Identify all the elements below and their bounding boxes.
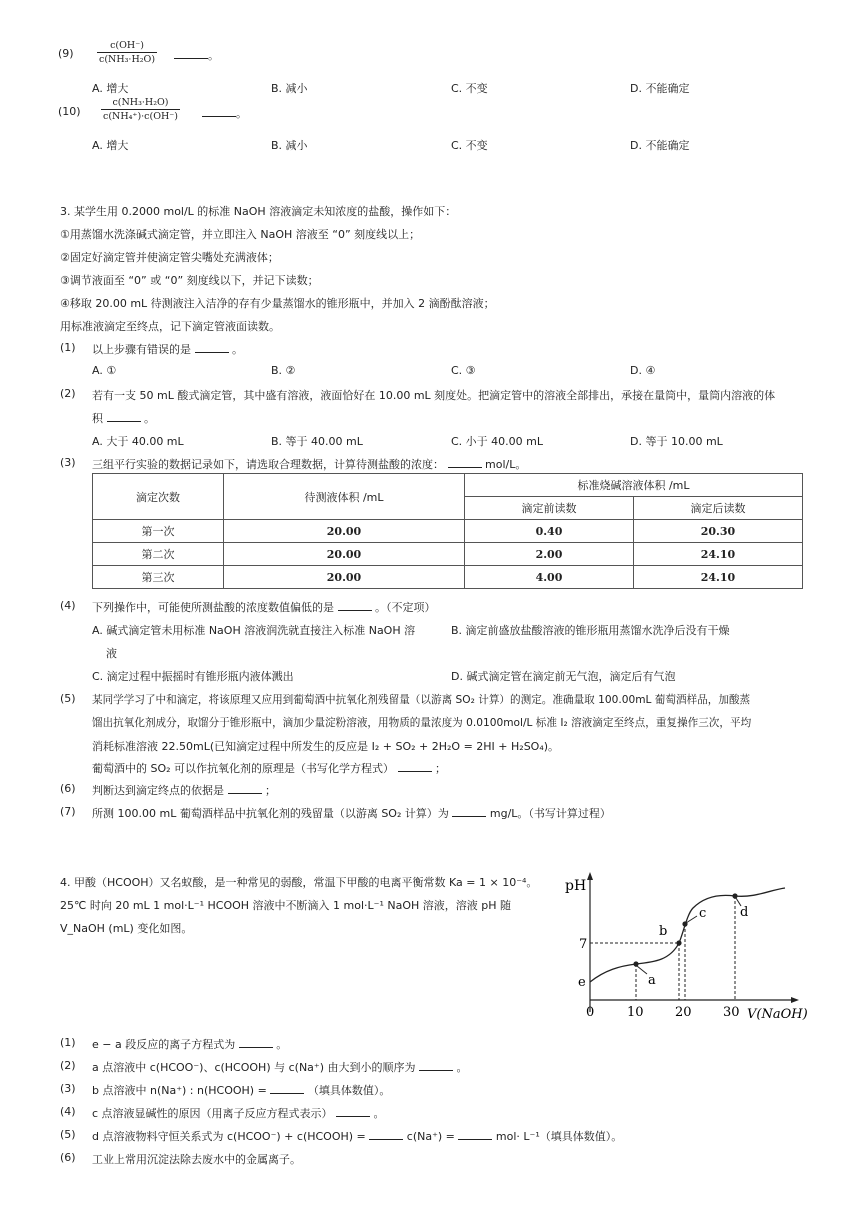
p3-q4-option-c[interactable]: C. 滴定过程中振摇时有锥形瓶内液体溅出: [92, 670, 294, 683]
p4-q5-number: (5): [60, 1128, 76, 1141]
q10-option-d[interactable]: D. 不能确定: [630, 139, 690, 152]
y-axis-label: pH: [565, 878, 587, 894]
x-tick-30: 30: [723, 1005, 740, 1020]
p3-q2-line1: 若有一支 50 mL 酸式滴定管，其中盛有溶液，液面恰好在 10.00 mL 刻度处。把滴定管中的溶液全部排出，承接在量筒中，量筒内溶液的体: [92, 389, 776, 402]
p4-q2-blank[interactable]: [419, 1060, 453, 1071]
header-sample-volume: 待测液体积 /mL: [224, 474, 465, 520]
cell-trial: 第二次: [93, 543, 224, 566]
header-before: 滴定前读数: [465, 497, 634, 520]
x-tick-20: 20: [675, 1005, 692, 1020]
q10-numerator: c(NH₃·H₂O): [112, 97, 169, 108]
p3-q2-line2: 积 。: [92, 412, 155, 425]
p4-q6-text: 工业上常用沉淀法除去废水中的金属离子。: [92, 1153, 301, 1166]
p3-q5-line4: 葡萄酒中的 SO₂ 可以作抗氧化剂的原理是（书写化学方程式） ；: [92, 762, 447, 775]
q9-fraction: [97, 40, 157, 65]
p3-intro: 3. 某学生用 0.2000 mol/L 的标准 NaOH 溶液滴定未知浓度的盐酸，操作如下：: [60, 205, 457, 218]
q9-option-c[interactable]: C. 不变: [451, 82, 488, 95]
p3-q1-option-d[interactable]: D. ④: [630, 364, 656, 377]
table-row: [93, 566, 803, 589]
p3-q4-option-a[interactable]: A. 碱式滴定管未用标准 NaOH 溶液润洗就直接注入标准 NaOH 溶: [92, 624, 416, 637]
x-axis-label: V(NaOH): [747, 1007, 808, 1022]
x-tick-0: 0: [586, 1005, 595, 1020]
x-tick-10: 10: [627, 1005, 644, 1020]
p4-q4-number: (4): [60, 1105, 76, 1118]
cell-before: 4.00: [465, 566, 634, 589]
point-d: [732, 893, 737, 898]
label-b: b: [659, 924, 668, 939]
q9-option-b[interactable]: B. 减小: [271, 82, 308, 95]
p3-q5-blank[interactable]: [398, 761, 432, 772]
p4-q2-number: (2): [60, 1059, 76, 1072]
q10-number: (10): [58, 105, 81, 118]
p4-q4-text: c 点溶液显碱性的原因（用离子反应方程式表示） 。: [92, 1107, 385, 1120]
p3-q5-number: (5): [60, 692, 76, 705]
table-row: [93, 543, 803, 566]
p3-q2-option-a[interactable]: A. 大于 40.00 mL: [92, 435, 184, 448]
header-after: 滴定后读数: [633, 497, 802, 520]
p3-q4-text: 下列操作中，可能使所测盐酸的浓度数值偏低的是 。（不定项）: [92, 601, 436, 614]
p3-step-1: ①用蒸馏水洗涤碱式滴定管，并立即注入 NaOH 溶液至 “0” 刻度线以上；: [60, 228, 421, 241]
label-d: d: [740, 905, 749, 920]
p4-q1-blank[interactable]: [239, 1037, 273, 1048]
p3-q5-line3: 消耗标准溶液 22.50mL(已知滴定过程中所发生的反应是 I₂ + SO₂ + 2H₂O = 2HI + H₂SO₄)。: [92, 740, 560, 753]
cell-sample: 20.00: [224, 566, 465, 589]
cell-sample: 20.00: [224, 520, 465, 543]
p3-q5-line1: 某同学学习了中和滴定，将该原理又应用到葡萄酒中抗氧化剂残留量（以游离 SO₂ 计算）的测定。准确量取 100.00mL 葡萄酒样品，加酸蒸: [92, 694, 751, 706]
point-b: [676, 940, 681, 945]
p3-step-3: ③调节液面至 “0” 或 “0” 刻度线以下，并记下读数；: [60, 274, 319, 287]
p4-q3-blank[interactable]: [270, 1083, 304, 1094]
fraction-bar: [101, 109, 180, 110]
p3-q4-blank[interactable]: [338, 600, 372, 611]
p4-q1-text: e − a 段反应的离子方程式为 。: [92, 1038, 288, 1051]
q10-fraction: [101, 97, 180, 122]
p3-q1-blank[interactable]: [195, 342, 229, 353]
p4-line2: 25℃ 时向 20 mL 1 mol·L⁻¹ HCOOH 溶液中不断滴入 1 mol·L⁻¹ NaOH 溶液，溶液 pH 随: [60, 899, 512, 912]
cell-before: 0.40: [465, 520, 634, 543]
p3-q4-option-b[interactable]: B. 滴定前盛放盐酸溶液的锥形瓶用蒸馏水洗净后没有干燥: [451, 624, 730, 637]
q9-answer-blank[interactable]: 。: [174, 47, 219, 63]
table-row: [93, 520, 803, 543]
q9-number: (9): [58, 47, 74, 60]
point-a: [633, 961, 638, 966]
p4-q2-text: a 点溶液中 c(HCOO⁻)、c(HCOOH) 与 c(Na⁺) 由大到小的顺序为 。: [92, 1061, 468, 1074]
p3-q3-number: (3): [60, 456, 76, 469]
q10-option-c[interactable]: C. 不变: [451, 139, 488, 152]
p3-step-4: ④移取 20.00 mL 待测液注入洁净的存有少量蒸馏水的锥形瓶中，并加入 2 滴酚酞溶液；: [60, 297, 495, 310]
p3-q1-option-b[interactable]: B. ②: [271, 364, 296, 377]
p3-q1-number: (1): [60, 341, 76, 354]
q9-option-a[interactable]: A. 增大: [92, 82, 129, 95]
cell-sample: 20.00: [224, 543, 465, 566]
q9-denominator: c(NH₃·H₂O): [99, 54, 156, 65]
header-standard-volume: 标准烧碱溶液体积 /mL: [465, 474, 803, 497]
p4-q5-blank-1[interactable]: [369, 1129, 403, 1140]
label-e: e: [578, 975, 586, 990]
fraction-bar: [97, 52, 157, 53]
p3-q2-option-d[interactable]: D. 等于 10.00 mL: [630, 435, 723, 448]
cell-trial: 第一次: [93, 520, 224, 543]
p3-q3-text: 三组平行实验的数据记录如下，请选取合理数据，计算待测盐酸的浓度： mol/L。: [92, 458, 527, 471]
p3-step-5: 用标准液滴定至终点，记下滴定管液面读数。: [60, 320, 280, 333]
label-a: a: [648, 973, 656, 988]
p3-q2-option-c[interactable]: C. 小于 40.00 mL: [451, 435, 544, 448]
ph-curve: [590, 888, 785, 982]
p3-q4-option-d[interactable]: D. 碱式滴定管在滴定前无气泡，滴定后有气泡: [451, 670, 676, 683]
p3-q2-blank[interactable]: [107, 411, 141, 422]
p3-q7-text: 所测 100.00 mL 葡萄酒样品中抗氧化剂的残留量（以游离 SO₂ 计算）为 mg/L。（书写计算过程）: [92, 807, 611, 820]
ph-titration-chart: [565, 872, 808, 1022]
leader-a: [637, 966, 647, 974]
p3-q4-number: (4): [60, 599, 76, 612]
p3-step-2: ②固定好滴定管并使滴定管尖嘴处充满液体；: [60, 251, 279, 264]
p3-q6-blank[interactable]: [228, 783, 262, 794]
cell-after: 24.10: [633, 566, 802, 589]
p4-q3-text: b 点溶液中 n(Na⁺) : n(HCOOH) = （填具体数值）。: [92, 1084, 391, 1097]
p4-line3: V_NaOH (mL) 变化如图。: [60, 922, 193, 935]
q10-option-a[interactable]: A. 增大: [92, 139, 129, 152]
p3-q7-number: (7): [60, 805, 76, 818]
y-tick-7: 7: [579, 937, 588, 952]
y-axis-arrow: [587, 872, 593, 880]
cell-after: 20.30: [633, 520, 802, 543]
p4-line1: 4. 甲酸（HCOOH）又名蚁酸，是一种常见的弱酸，常温下甲酸的电离平衡常数 Ka = 1 × 10⁻⁴。: [60, 876, 538, 889]
q9-numerator: c(OH⁻): [110, 40, 144, 51]
cell-after: 24.10: [633, 543, 802, 566]
p3-q7-blank[interactable]: [452, 806, 486, 817]
cell-before: 2.00: [465, 543, 634, 566]
header-trial: 滴定次数: [93, 474, 224, 520]
p4-q4-blank[interactable]: [336, 1106, 370, 1117]
q10-denominator: c(NH₄⁺)·c(OH⁻): [103, 111, 178, 122]
p4-q5-blank-2[interactable]: [458, 1129, 492, 1140]
q10-answer-blank[interactable]: 。: [202, 105, 247, 121]
p3-q1-text: 以上步骤有错误的是 。: [92, 343, 243, 356]
p3-q6-number: (6): [60, 782, 76, 795]
p3-q4-option-a-cont: 液: [106, 647, 117, 660]
p3-q2-number: (2): [60, 387, 76, 400]
x-axis-arrow: [791, 997, 799, 1003]
p4-q1-number: (1): [60, 1036, 76, 1049]
titration-data-table: [92, 473, 803, 589]
p3-q1-option-a[interactable]: A. ①: [92, 364, 117, 377]
p3-q5-line2: 馏出抗氧化剂成分，取馏分于锥形瓶中，滴加少量淀粉溶液，用物质的量浓度为 0.0100mol/L 标准 I₂ 溶液滴定至终点，重复操作三次，平均: [92, 717, 752, 729]
p3-q3-blank[interactable]: [448, 457, 482, 468]
label-c: c: [699, 906, 707, 921]
q9-option-d[interactable]: D. 不能确定: [630, 82, 690, 95]
p4-q5-text: d 点溶液物料守恒关系式为 c(HCOO⁻) + c(HCOOH) = c(Na⁺) = mol· L⁻¹（填具体数值）。: [92, 1130, 623, 1143]
p3-q1-option-c[interactable]: C. ③: [451, 364, 476, 377]
cell-trial: 第三次: [93, 566, 224, 589]
p4-q3-number: (3): [60, 1082, 76, 1095]
p3-q2-option-b[interactable]: B. 等于 40.00 mL: [271, 435, 363, 448]
p3-q6-text: 判断达到滴定终点的依据是 ；: [92, 784, 276, 797]
q10-option-b[interactable]: B. 减小: [271, 139, 308, 152]
p4-q6-number: (6): [60, 1151, 76, 1164]
